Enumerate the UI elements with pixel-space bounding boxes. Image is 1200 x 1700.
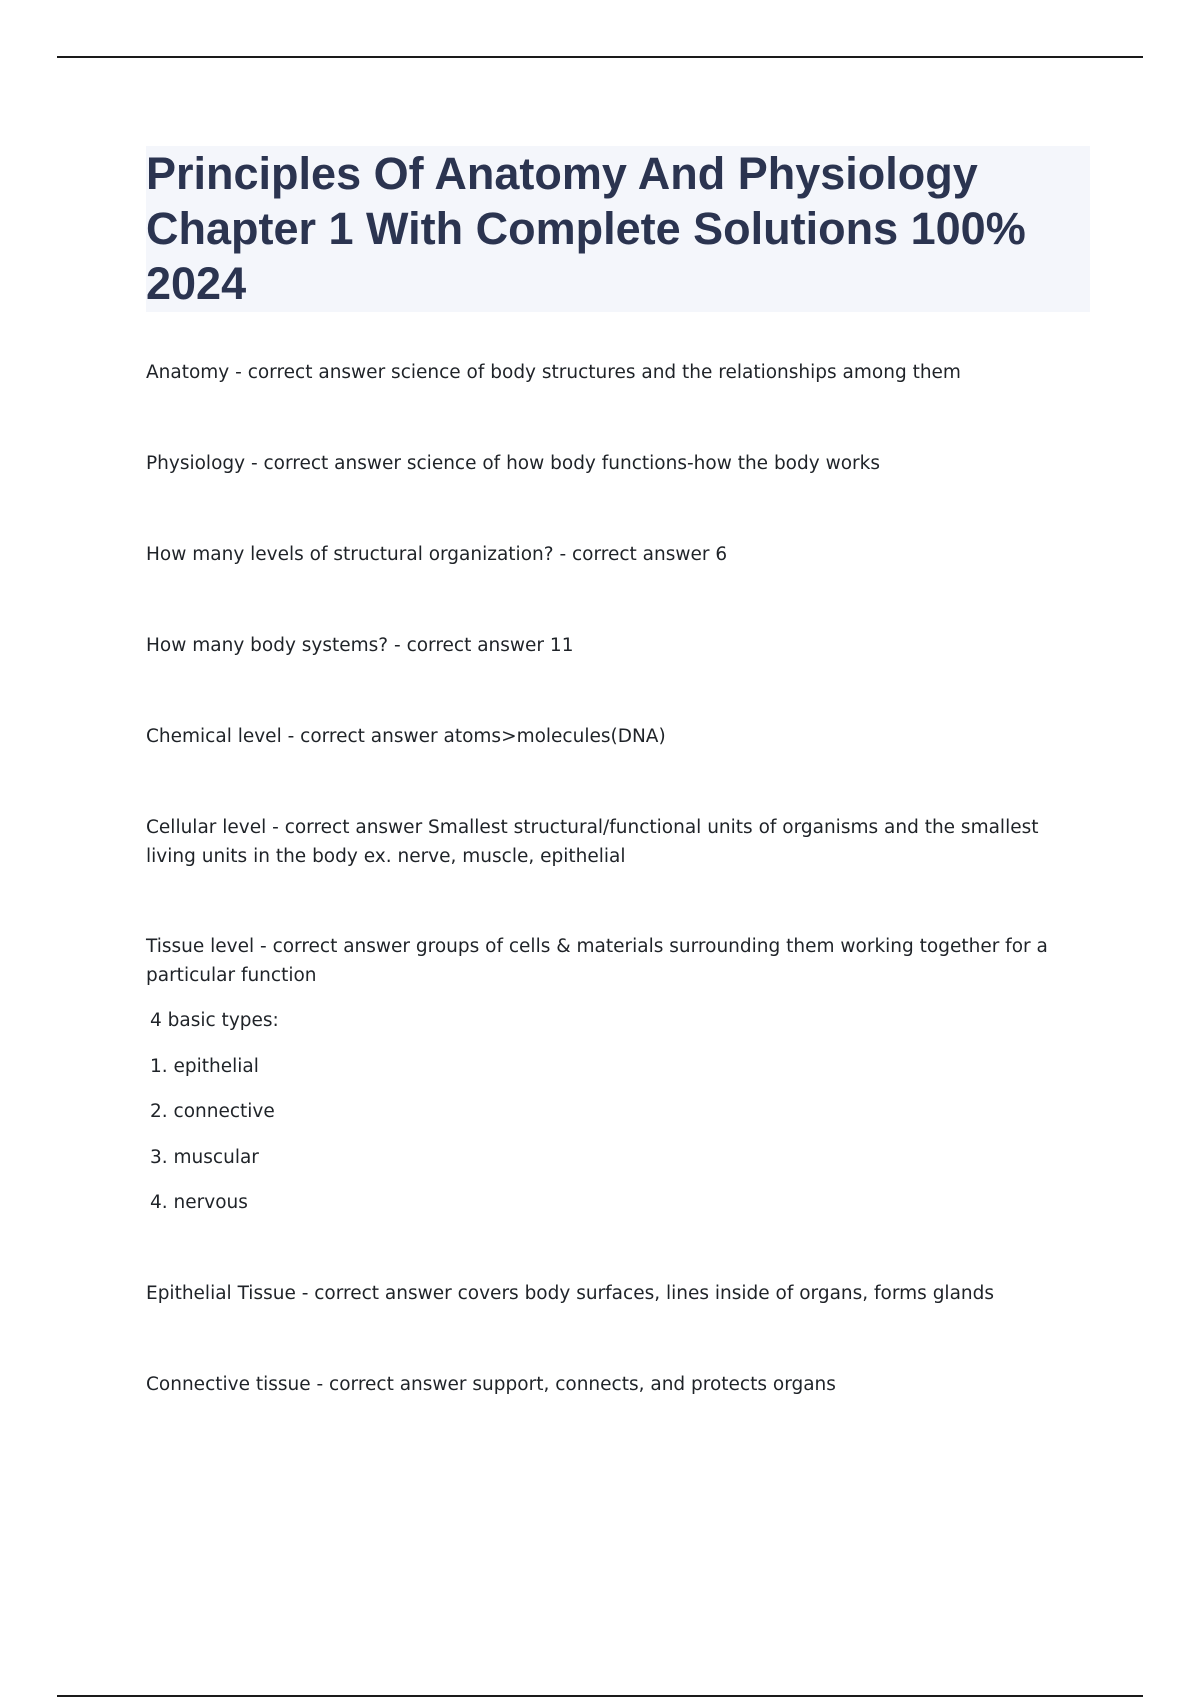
qa-entry-cellular-level: Cellular level - correct answer Smallest structural/functional units of organisms and the smallest living units in the body ex. nerve, muscle, epithelial [146,817,1039,867]
qa-entry-body-systems: How many body systems? - correct answer 11 [146,635,574,656]
qa-entry-tissue-level: Tissue level - correct answer groups of cells & materials surrounding them working together for a particular function [146,936,1048,986]
tissue-type-item: 2. connective [150,1101,275,1122]
top-rule [57,56,1143,58]
qa-entry-epithelial-tissue: Epithelial Tissue - correct answer covers body surfaces, lines inside of organs, forms glands [146,1283,995,1304]
tissue-type-item: 1. epithelial [150,1056,259,1077]
qa-entry-physiology: Physiology - correct answer science of how body functions-how the body works [146,453,880,474]
tissue-type-item: 4. nervous [150,1192,248,1213]
tissue-type-item: 3. muscular [150,1147,259,1168]
tissue-types-heading: 4 basic types: [150,1010,279,1031]
qa-entry-connective-tissue: Connective tissue - correct answer support, connects, and protects organs [146,1374,836,1395]
title-block [146,146,1090,312]
qa-entry-levels: How many levels of structural organization? - correct answer 6 [146,544,728,565]
qa-entry-chemical-level: Chemical level - correct answer atoms>molecules(DNA) [146,726,666,747]
qa-entry-anatomy: Anatomy - correct answer science of body structures and the relationships among them [146,362,961,383]
document-title: Principles Of Anatomy And Physiology Chapter 1 With Complete Solutions 100% 2024 [146,148,1026,309]
bottom-rule [57,1695,1143,1697]
